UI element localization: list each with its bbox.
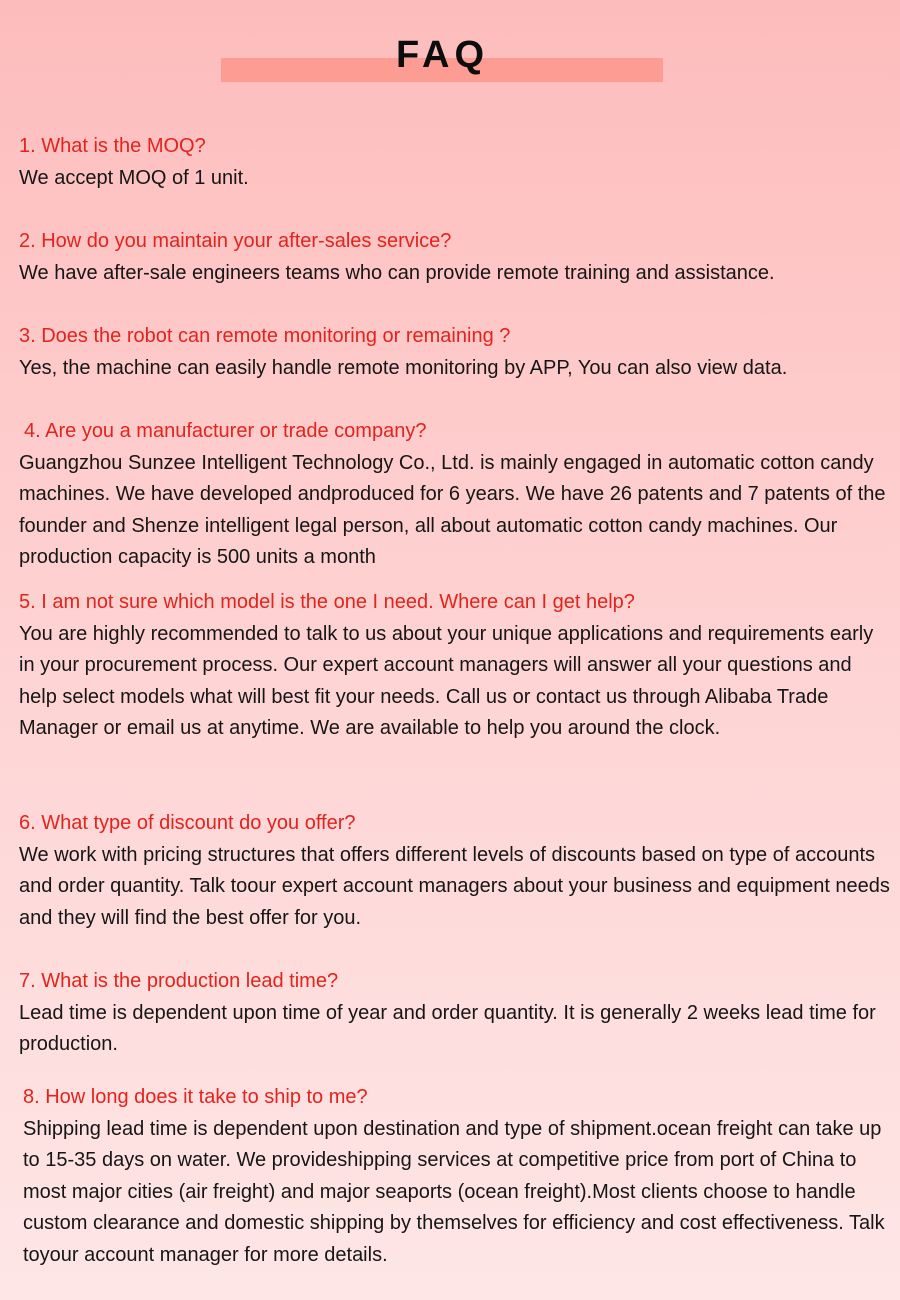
faq-question: 3. Does the robot can remote monitoring or remaining ? <box>19 325 511 347</box>
faq-question: 6. What type of discount do you offer? <box>19 812 356 834</box>
faq-item-4 <box>19 416 891 574</box>
faq-question: 7. What is the production lead time? <box>19 970 339 992</box>
faq-question: 8. How long does it take to ship to me? <box>23 1086 368 1108</box>
faq-item-5 <box>19 587 891 745</box>
faq-answer: We work with pricing structures that offers different levels of discounts based on type of accounts and order quantity. Talk toour expert account managers about your business and equipment needs and they will find the best offer for you. <box>19 843 890 929</box>
faq-item-1 <box>19 131 889 194</box>
faq-question: 5. I am not sure which model is the one I need. Where can I get help? <box>19 591 635 613</box>
faq-answer: Yes, the machine can easily handle remote monitoring by APP, You can also view data. <box>19 356 788 379</box>
faq-answer: Lead time is dependent upon time of year and order quantity. It is generally 2 weeks lead time for production. <box>19 1001 876 1056</box>
faq-item-2 <box>19 226 889 289</box>
page-header <box>0 34 900 84</box>
faq-answer: You are highly recommended to talk to us about your unique applications and requirements early in your procurement process. Our expert account managers will answer all your questions and help select models what will best fit your needs. Call us or contact us through Alibaba Trade Manager or email us at anytime. We are available to help you around the clock. <box>19 622 874 740</box>
faq-answer: We accept MOQ of 1 unit. <box>19 166 249 189</box>
faq-answer: Guangzhou Sunzee Intelligent Technology Co., Ltd. is mainly engaged in automatic cotton candy machines. We have developed andproduced for 6 years. We have 26 patents and 7 patents of the founder and Shenze intelligent legal person, all about automatic cotton candy machines. Our production capacity is 500 units a month <box>19 451 886 569</box>
faq-item-8 <box>23 1082 895 1272</box>
faq-item-7 <box>19 966 891 1061</box>
faq-answer: Shipping lead time is dependent upon destination and type of shipment.ocean freight can take up to 15-35 days on water. We provideshipping services at competitive price from port of China to most major cities (air freight) and major seaports (ocean freight).Most clients choose to handle custom clearance and domestic shipping by themselves for efficiency and cost effectiveness. Talk toyour account manager for more details. <box>23 1117 885 1266</box>
faq-question: 4. Are you a manufacturer or trade company? <box>24 420 427 442</box>
page-title: FAQ <box>395 34 490 76</box>
faq-question: 1. What is the MOQ? <box>19 135 206 157</box>
faq-answer: We have after-sale engineers teams who can provide remote training and assistance. <box>19 261 775 284</box>
faq-item-3 <box>19 321 889 384</box>
faq-question: 2. How do you maintain your after-sales service? <box>19 230 452 252</box>
faq-item-6 <box>19 808 891 934</box>
